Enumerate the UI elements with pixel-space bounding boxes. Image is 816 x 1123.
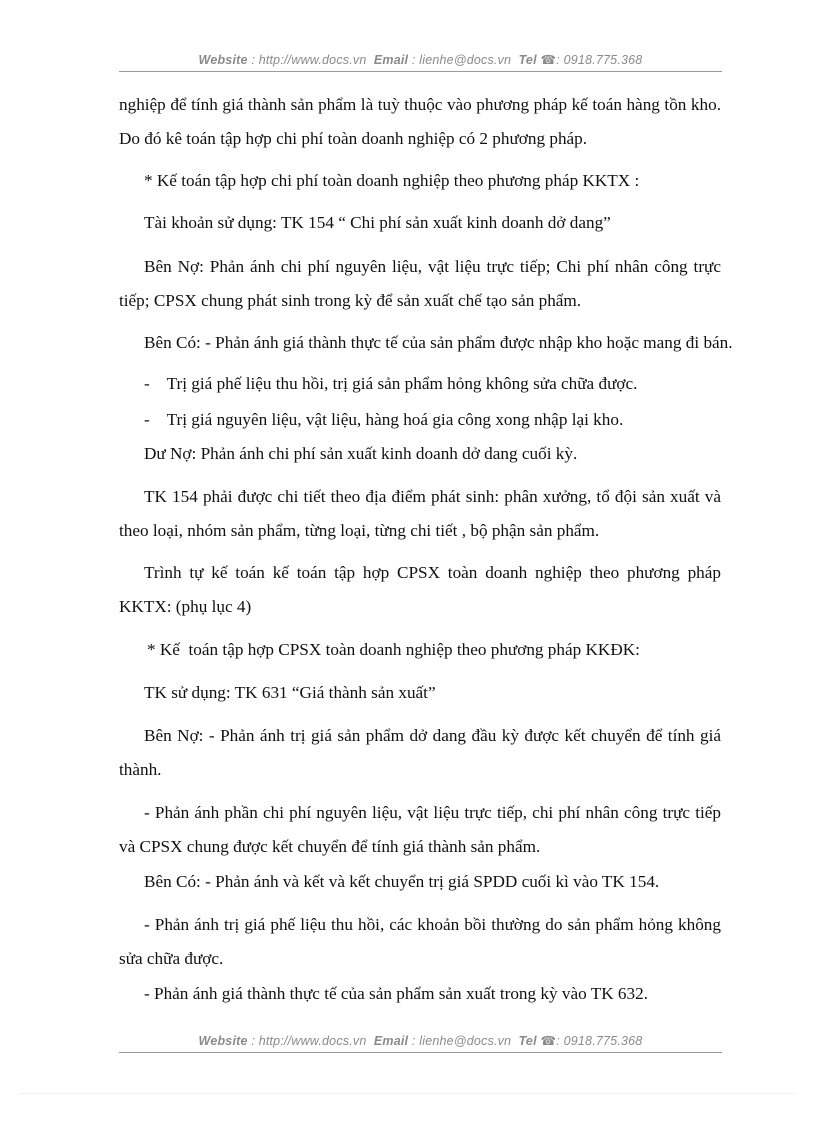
- body-line: * Kế toán tập hợp chi phí toàn doanh nghiệp theo phương pháp KKTX :: [144, 171, 640, 190]
- body-line: Tài khoản sử dụng: TK 154 “ Chi phí sản xuất kinh doanh dở dang”: [144, 213, 611, 232]
- body-line: - Phản ánh giá thành thực tế của sản phẩm sản xuất trong kỳ vào TK 632.: [144, 984, 648, 1003]
- body-line: tiếp; CPSX chung phát sinh trong kỳ để sản xuất chế tạo sản phẩm.: [119, 291, 582, 310]
- body-line: Bên Có: - Phản ánh giá thành thực tế của sản phẩm được nhập kho hoặc mang đi bán.: [144, 333, 733, 352]
- phone-icon: ☎: [540, 1034, 557, 1048]
- body-line: * Kế toán tập hợp CPSX toàn doanh nghiệp theo phương pháp KKĐK:: [147, 640, 640, 659]
- footer-website-label: Website: [198, 1034, 248, 1048]
- footer-website-value: : http://www.docs.vn: [251, 1034, 367, 1048]
- page-bottom-dotted-line: [20, 1093, 796, 1094]
- header-tel-label: Tel: [518, 53, 537, 67]
- body-line: Bên Nợ: Phản ánh chi phí nguyên liệu, vật liệu trực tiếp; Chi phí nhân công trực: [144, 257, 721, 276]
- body-line: và CPSX chung được kết chuyển để tính giá thành sản phẩm.: [119, 837, 541, 856]
- body-line: KKTX: (phụ lục 4): [119, 597, 252, 616]
- body-line: Trình tự kế toán kế toán tập hợp CPSX toàn doanh nghiệp theo phương pháp: [144, 563, 721, 582]
- body-line: thành.: [119, 760, 162, 779]
- footer-tel-label: Tel: [518, 1034, 537, 1048]
- phone-icon: ☎: [540, 53, 557, 67]
- body-line: nghiệp để tính giá thành sản phẩm là tuỳ thuộc vào phương pháp kế toán hàng tồn kho.: [119, 95, 721, 114]
- list-item: - Trị giá phế liệu thu hồi, trị giá sản phẩm hỏng không sửa chữa được.: [144, 374, 638, 393]
- body-line: Bên Nợ: - Phản ánh trị giá sản phẩm dở dang đầu kỳ được kết chuyển để tính giá: [144, 726, 721, 745]
- page-footer: [119, 1033, 722, 1048]
- body-line: sửa chữa được.: [119, 949, 224, 968]
- header-website-value: : http://www.docs.vn: [251, 53, 367, 67]
- body-line: Dư Nợ: Phản ánh chi phí sản xuất kinh doanh dở dang cuối kỳ.: [144, 444, 578, 463]
- header-email-label: Email: [373, 53, 409, 67]
- footer-email-value: : lienhe@docs.vn: [411, 1034, 512, 1048]
- body-line: theo loại, nhóm sản phẩm, từng loại, từng chi tiết , bộ phận sản phẩm.: [119, 521, 600, 540]
- header-tel-value: : 0918.775.368: [556, 53, 643, 67]
- page-header: [119, 52, 722, 67]
- body-line: - Phản ánh phần chi phí nguyên liệu, vật liệu trực tiếp, chi phí nhân công trực tiếp: [144, 803, 721, 822]
- body-line: Do đó kê toán tập hợp chi phí toàn doanh nghiệp có 2 phương pháp.: [119, 129, 588, 148]
- body-line: TK sử dụng: TK 631 “Giá thành sản xuất”: [144, 683, 436, 702]
- footer-email-label: Email: [373, 1034, 409, 1048]
- footer-divider: [119, 1052, 722, 1053]
- header-divider: [119, 71, 722, 72]
- body-line: Bên Có: - Phản ánh và kết và kết chuyển trị giá SPDD cuối kì vào TK 154.: [144, 872, 660, 891]
- header-website-label: Website: [198, 53, 248, 67]
- footer-tel-value: : 0918.775.368: [556, 1034, 643, 1048]
- list-item: - Trị giá nguyên liệu, vật liệu, hàng hoá gia công xong nhập lại kho.: [144, 410, 624, 429]
- body-line: - Phản ánh trị giá phế liệu thu hồi, các khoản bồi thường do sản phẩm hỏng không: [144, 915, 721, 934]
- body-line: TK 154 phải được chi tiết theo địa điểm phát sinh: phân xưởng, tổ đội sản xuất và: [144, 487, 721, 506]
- header-email-value: : lienhe@docs.vn: [411, 53, 512, 67]
